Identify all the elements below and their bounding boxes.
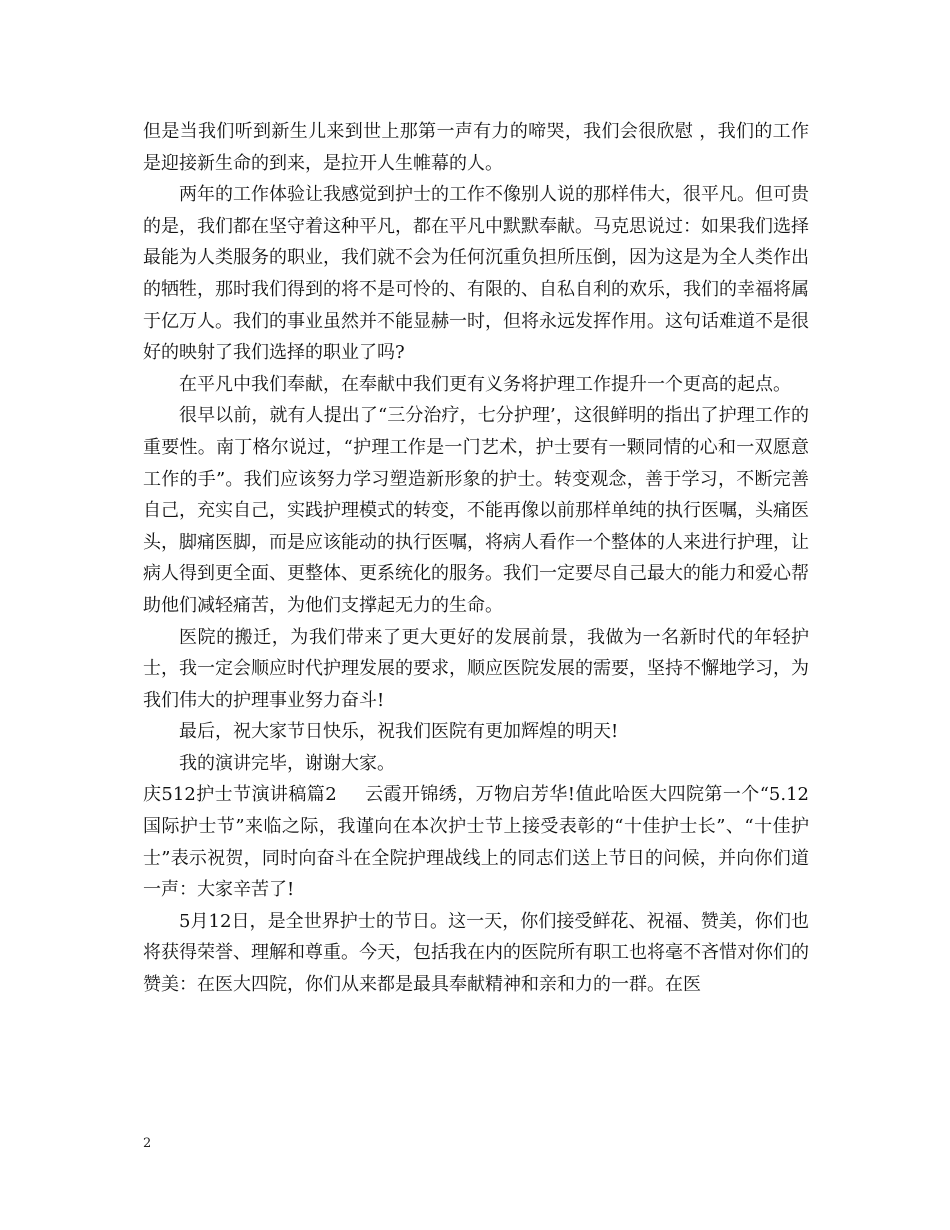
paragraph-5: 医院的搬迁，为我们带来了更大更好的发展前景，我做为一名新时代的年轻护士，我一定会顺应时代护理发展的要求，顺应医院发展的需要，坚持不懈地学习，为我们伟大的护理事业努力奋斗! (143, 626, 809, 711)
section-2-paragraph (143, 779, 809, 905)
section-2-first-paragraph: 云霞开锦绣，万物启芳华!值此哈医大四院第一个“5.12国际护士节”来临之际，我谨向在本次护士节上接受表彰的“十佳护士长”、“十佳护士”表示祝贺，同时向奋斗在全院护理战线上的同志们送上节日的问候，并向你们道一声：大家辛苦了! (143, 784, 809, 901)
paragraph-2: 两年的工作体验让我感觉到护士的工作不像别人说的那样伟大，很平凡。但可贵的是，我们都在坚守着这种平凡，都在平凡中默默奉献。马克思说过：如果我们选择最能为人类服务的职业，我们就不会为任何沉重负担所压倒，因为这是为全人类作出的牺牲，那时我们得到的将不是可怜的、有限的、自私自利的欢乐，我们的幸福将属于亿万人。我们的事业虽然并不能显赫一时，但将永远发挥作用。这句话难道不是很好的映射了我们选择的职业了吗? (143, 184, 809, 364)
section-2-heading: 庆512护士节演讲稿篇2 (143, 784, 337, 806)
paragraph-7: 我的演讲完毕，谢谢大家。 (179, 752, 395, 774)
paragraph-8: 5月12日，是全世界护士的节日。这一天，你们接受鲜花、祝福、赞美，你们也将获得荣誉、理解和尊重。今天，包括我在内的医院所有职工也将毫不吝惜对你们的赞美：在医大四院，你们从来都是最具奉献精神和亲和力的一群。在医 (143, 910, 809, 996)
page-number: 2 (143, 1136, 152, 1151)
paragraph-6: 最后，祝大家节日快乐，祝我们医院有更加辉煌的明天! (179, 721, 619, 743)
paragraph-1: 但是当我们听到新生儿来到世上那第一声有力的啼哭，我们会很欣慰 ，我们的工作是迎接新生命的到来，是拉开人生帷幕的人。 (143, 121, 809, 174)
document-body (143, 116, 809, 1001)
paragraph-3: 在平凡中我们奉献，在奉献中我们更有义务将护理工作提升一个更高的起点。 (179, 373, 791, 395)
paragraph-4: 很早以前，就有人提出了“三分治疗，七分护理’，这很鲜明的指出了护理工作的重要性。南丁格尔说过，“护理工作是一门艺术，护士要有一颗同情的心和一双愿意工作的手”。我们应该努力学习塑造新形象的护士。转变观念，善于学习，不断完善自己，充实自己，实践护理模式的转变，不能再像以前那样单纯的执行医嘱，头痛医头，脚痛医脚，而是应该能动的执行医嘱，将病人看作一个整体的人来进行护理，让病人得到更全面、更整体、更系统化的服务。我们一定要尽自己最大的能力和爱心帮助他们减轻痛苦，为他们支撑起无力的生命。 (143, 405, 809, 616)
